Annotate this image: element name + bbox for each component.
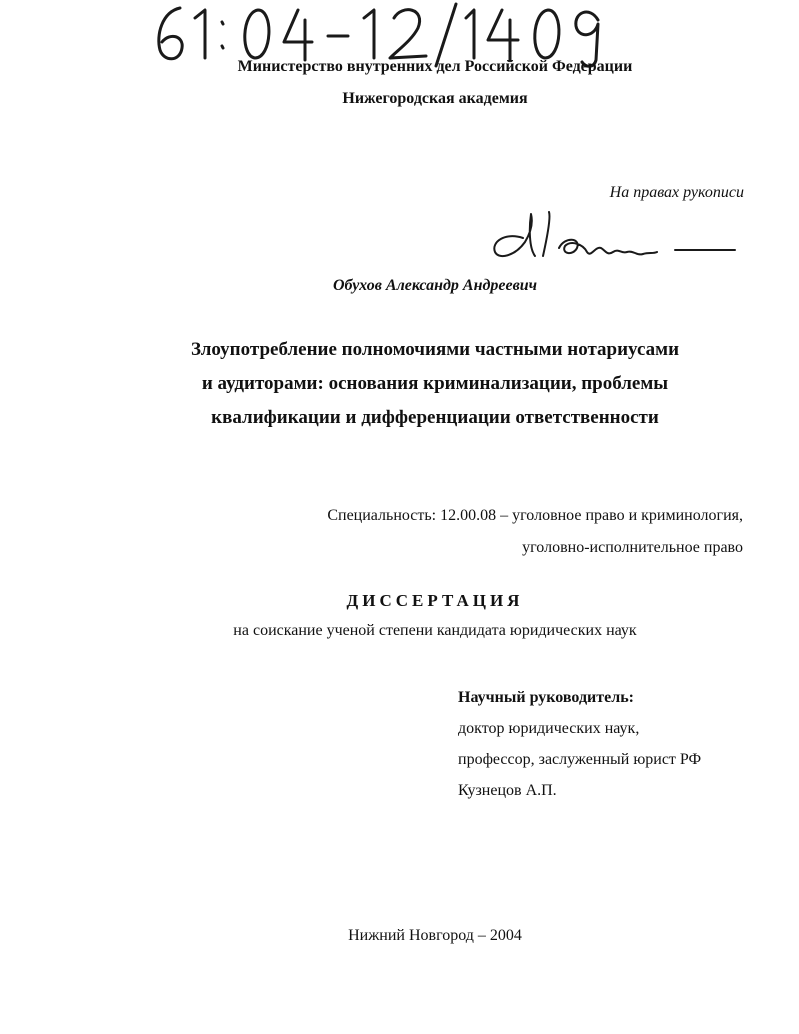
author-signature: [485, 208, 745, 268]
document-type-heading: ДИССЕРТАЦИЯ: [346, 591, 524, 610]
title-line: Злоупотребление полномочиями частными нотариусами: [190, 339, 680, 360]
degree-subtitle: на соискание ученой степени кандидата юридических наук: [233, 622, 637, 639]
dissertation-title: [130, 333, 740, 435]
specialty-line: Специальность: 12.00.08 – уголовное право и криминология,: [327, 507, 743, 524]
supervisor-line: доктор юридических наук,: [458, 720, 640, 737]
city-and-year: Нижний Новгород – 2004: [348, 927, 522, 944]
supervisor-line: Кузнецов А.П.: [458, 782, 557, 799]
signature-drawing: [485, 208, 745, 268]
manuscript-rights-note: На правах рукописи: [609, 184, 744, 201]
author-name: Обухов Александр Андреевич: [332, 277, 538, 294]
title-line: квалификации и дифференциации ответственности: [211, 407, 659, 428]
specialty-block: [327, 500, 743, 564]
supervisor-label: Научный руководитель:: [458, 689, 634, 706]
academy-name: Нижегородская академия: [342, 90, 528, 107]
specialty-line: уголовно-исполнительное право: [522, 539, 743, 556]
ministry-name: Министерство внутренних дел Российской Федерации: [237, 58, 633, 75]
supervisor-block: [458, 682, 701, 806]
title-line: и аудиторами: основания криминализации, проблемы: [201, 373, 669, 394]
supervisor-line: профессор, заслуженный юрист РФ: [458, 751, 702, 768]
